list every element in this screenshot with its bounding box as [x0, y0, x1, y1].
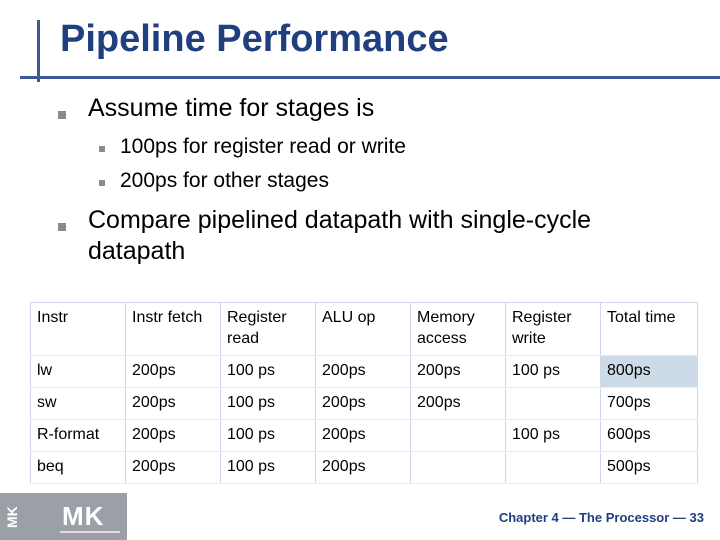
table-cell: 700ps — [601, 388, 698, 420]
table-header-row — [31, 303, 698, 356]
table-cell: 200ps — [316, 452, 411, 484]
table-cell — [506, 388, 601, 420]
table-header-cell: Memory access — [411, 303, 506, 356]
slide-title: Pipeline Performance — [60, 18, 449, 60]
table-cell: 500ps — [601, 452, 698, 484]
logo-underline — [60, 531, 120, 533]
sub-bullet-1-text: 100ps for register read or write — [120, 135, 406, 158]
table-cell: 100 ps — [506, 420, 601, 452]
sub-bullet-square-icon — [99, 180, 105, 186]
logo-text: MK — [62, 501, 105, 531]
table-cell: R-format — [31, 420, 126, 452]
table-row — [31, 420, 698, 452]
table-header-cell: Register write — [506, 303, 601, 356]
publisher-logo — [0, 493, 127, 540]
table-header-cell: Total time — [601, 303, 698, 356]
title-horizontal-rule — [20, 76, 720, 79]
table-cell: 200ps — [126, 356, 221, 388]
table-cell: 100 ps — [221, 388, 316, 420]
table-cell: 200ps — [411, 388, 506, 420]
table-header-cell: Instr fetch — [126, 303, 221, 356]
table-cell: beq — [31, 452, 126, 484]
table-cell-highlighted: 800ps — [601, 356, 698, 388]
table-cell: 200ps — [411, 356, 506, 388]
table-header-cell: Instr — [31, 303, 126, 356]
table-cell: 200ps — [316, 420, 411, 452]
slide-footer: Chapter 4 — The Processor — 33 — [498, 510, 704, 525]
sub-bullet-2-text: 200ps for other stages — [120, 169, 329, 192]
table-cell: lw — [31, 356, 126, 388]
logo-vertical-text: MK — [4, 506, 20, 528]
table-row — [31, 452, 698, 484]
table-cell: sw — [31, 388, 126, 420]
table-cell: 200ps — [126, 388, 221, 420]
table-row — [31, 388, 698, 420]
bullet-1-text: Assume time for stages is — [88, 94, 375, 122]
table-cell: 100 ps — [221, 356, 316, 388]
table-cell: 100 ps — [221, 452, 316, 484]
performance-table — [30, 302, 698, 484]
table-cell: 600ps — [601, 420, 698, 452]
bullet-square-icon — [58, 223, 66, 231]
bullet-2-text: Compare pipelined datapath with single-cycle datapath — [88, 206, 592, 265]
table-cell: 200ps — [316, 388, 411, 420]
table-header-cell: Register read — [221, 303, 316, 356]
table-row — [31, 356, 698, 388]
table-cell — [411, 452, 506, 484]
bullet-square-icon — [58, 111, 66, 119]
table-cell: 200ps — [126, 420, 221, 452]
table-cell: 100 ps — [506, 356, 601, 388]
table-cell — [506, 452, 601, 484]
table-header-cell: ALU op — [316, 303, 411, 356]
table-cell: 200ps — [316, 356, 411, 388]
table-cell — [411, 420, 506, 452]
table-cell: 200ps — [126, 452, 221, 484]
title-vertical-rule — [37, 20, 40, 82]
sub-bullet-square-icon — [99, 146, 105, 152]
table-cell: 100 ps — [221, 420, 316, 452]
